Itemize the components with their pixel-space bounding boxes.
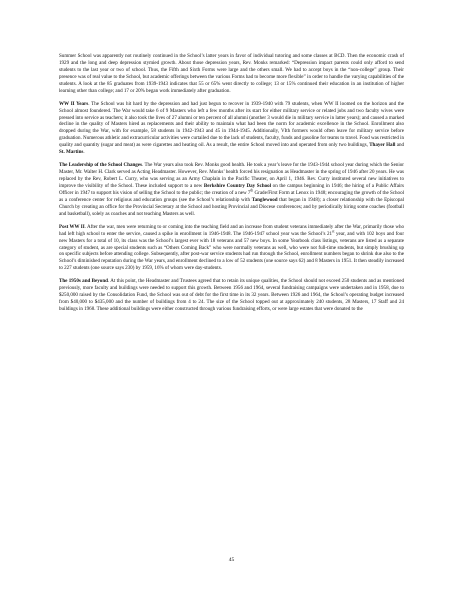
paragraph-heading: Post WW II [59,223,85,230]
superscript: th [250,188,254,193]
page-number: 45 [228,557,235,563]
text-run: . After the war, men were returning to or coming into the teaching field and an increase from student veterans immediately after the War, primarily those who had left high school to enter the service, caused a spike in enrollment in 1946-1948. The 1946-1947 school year was the School’s 21 [59,223,405,237]
text-run: year, and with 102 boys and four new Masters for a total of 10, its class was the School’s largest ever with 18 veterans and 57 new boys. In some Yearbook class listings, veterans are listed as a separate category of student, as are special students such as “Others Coming Back” who were normally veterans as well, who were not full-time students, but simply brushing up on specific subjects before attending college. Subsequently, after post-war service students had run through the School, enrollment numbers began to shrink due also to the School’s diminished reputation during the War years, and enrollment declined to a low of 52 students (one source says 62) and 8 Masters in 1951. It then steadily increased to 227 students (one source says 230) by 1959, 16% of whom were day-students. [59,230,404,272]
paragraph-heading: WW II Years [59,100,89,107]
text-run: and [395,142,405,149]
paragraph [59,101,404,156]
paragraph-heading: The Leadership of the School Changes [59,162,142,169]
text-run: Summer School was apparently not routinely continued in the School’s latter years in favor of individual tutoring and some classes at BCD. Then the economic crash of 1929 and the long and deep depression stymied growth. About those depression years, Rev. Monks remarked: “Depression impact parents could only afford to send students to the last year or two of school. Thus, the Fifth and Sixth Forms were large and the others small. We had to accept boys in the “non-college” group. Their presence was of real value to the School, but academic offerings between the various Forms had to become more flexible” in order to handle the varying capabilities of the students. A look at the 85 graduates from 1939-1943 indicates that 55 or 65% went directly to college; 13 or 15% continued their education in an institution of higher learning other than college; and 17 or 20% began work immediately after graduation. [59,53,404,94]
text-run: . The War years also took Rev. Monks good health. He took a year’s leave for the 1943-1944 school year during which the Senior Master, Mr. Walter H. Clark served as Acting Headmaster. However, Rev. Monks’ health forced his resignation as Headmaster in the spring of 1946 after 20 years. He was replaced by the Rev, Robert L. Curry, who was serving as an Army Chaplain in the Pacific Theater, on April 1, 1946. Rev. Curry instituted several new initiatives to improve the visibility of the School. These included support to a new [59,162,404,189]
bold-term: Berkshire Country Day School [203,183,272,189]
paragraph [59,224,404,272]
bold-term: St. Martins [59,149,84,156]
paragraph-heading: The 1950s and Beyond [59,278,108,285]
bold-term: Thayer Hall [369,142,396,149]
text-run: that began in 1948); a closer relationship with the Episcopal Church by creating an office for the Provincial Secretary at the School and hosting Provincial and Diocese conferences; and by periodically hiring some coaches (football and basketball), solely as coaches and not teaching Masters as well. [59,196,404,217]
text-run: . The School was hit hard by the depression and had just begun to recover in 1939-1940 with 79 students, when WW II loomed on the horizon and the School almost foundered. The War would take 6 of 9 Masters who left a few months after its start for either military service or related jobs and two faculty wives were pressed into service as teachers; it also took the lives of 27 alumni or ten percent of all alumni (another 3 would die in military service in latter years); and caused a marked decline in the quality of Masters hired as replacements and their ability to maintain what had been the norm for academic excellence in the School. Enrollment also dropped during the War, with for example, 58 students in 1942-1943 and 45 in 1944-1945. Additionally, VIth formers would often leave for military service before graduation. Numerous athletic and extracurricular activities were curtailed due to the lack of students, faculty, funds and gasoline for teams to travel. Food was restricted in quality and quantity (sugar and meat) as were cigarettes and heating oil. As a result, the entire School moved into and operated from only two buildings, [59,100,404,149]
bold-term: Tanglewood [251,196,278,203]
superscript: st [332,229,335,234]
text-run: on the campus beginning in 1946; the hiring of a Public Affairs Officer in 1947 to support his vision of selling the School to the public; the creation of a new 7 [59,183,404,196]
text-run: . At this point, the Headmaster and Trustees agreed that to retain its unique qualities, the School should not exceed 250 students and as mentioned previously, more faculty and buildings were needed to support this growth. Between 1956 and 1964, several fundraising campaigns were undertaken and in 1958, due to $250,000 raised by the Consolidation Fund, the School was out of debt for the first time in its 32 years. Between 1926 and 1964, the School’s operating budget increased from $40,000 to $435,000 and the number of buildings from 4 to 24. The size of the School topped out at approximately 240 students, 28 Masters, 17 Staff and 24 buildings in 1968. These additional buildings were either constructed through various fundraising efforts, or were large estates that were donated to the [59,278,404,313]
text-run: . [83,149,85,156]
paragraph [59,53,404,94]
page-body [59,53,404,319]
text-run: Grade/First Form at Lenox in 1948; encouraging the growth of the School as a conference center for religious and education groups (see the School’s relationship with [59,189,404,203]
paragraph [59,278,404,313]
paragraph [59,162,404,217]
